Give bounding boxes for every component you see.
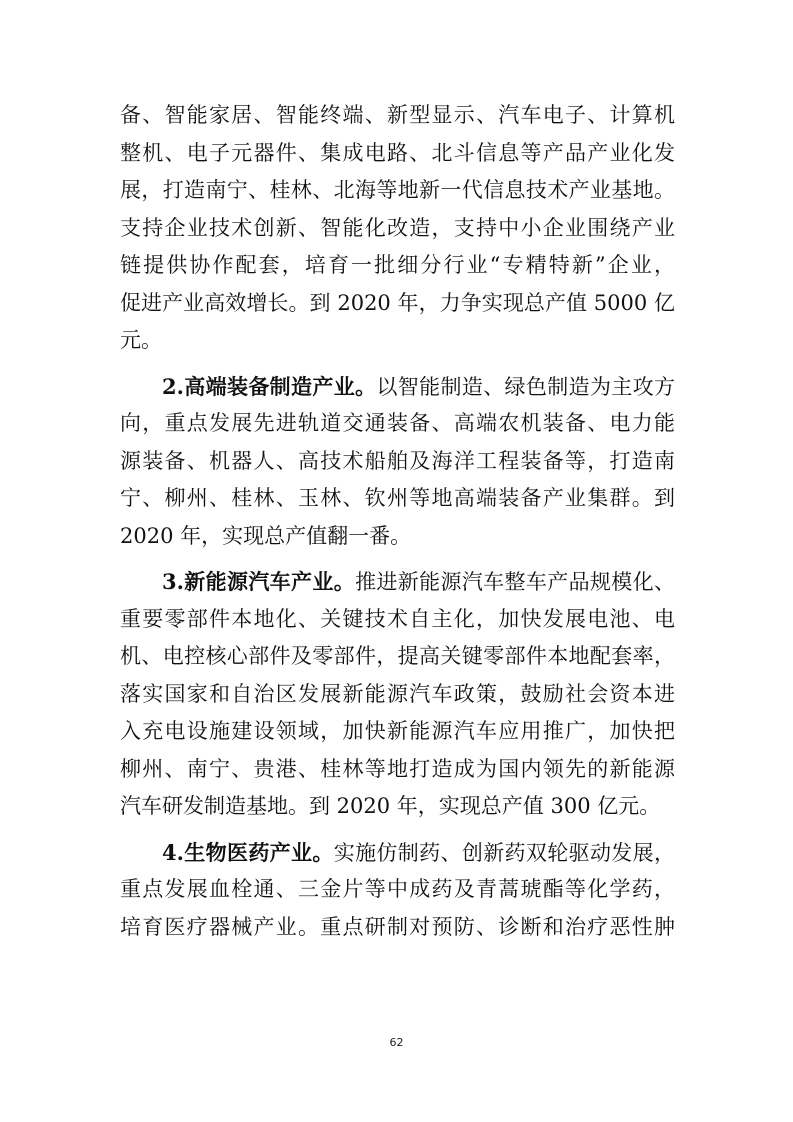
section-heading: 3.新能源汽车产业。 xyxy=(162,569,356,594)
text-line xyxy=(120,368,675,406)
text-line: 备、智能家居、智能终端、新型显示、汽车电子、计算机 xyxy=(120,103,675,127)
paragraph-3 xyxy=(120,563,675,826)
text-line: 促进产业高效增长。到 2020 年，力争实现总产值 5000 亿 xyxy=(120,290,675,315)
page-number: 62 xyxy=(389,1036,404,1049)
document-body xyxy=(120,97,675,946)
paragraph-2 xyxy=(120,368,675,556)
section-heading: 4.生物医药产业。 xyxy=(162,839,334,865)
text-line: 整机、电子元器件、集成电路、北斗信息等产品产业化发 xyxy=(120,140,675,165)
text-line xyxy=(120,563,675,601)
text-run: 推进新能源汽车整车产品规模化、 xyxy=(355,570,675,594)
text-line: 展，打造南宁、桂林、北海等地新一代信息技术产业基地。 xyxy=(120,178,675,202)
text-line: 元。 xyxy=(120,328,162,352)
text-line: 培育医疗器械产业。重点研制对预防、诊断和治疗恶性肿 xyxy=(120,914,675,939)
text-line: 向，重点发展先进轨道交通装备、高端农机装备、电力能 xyxy=(120,411,675,435)
text-line: 机、电控核心部件及零部件，提高关键零部件本地配套率， xyxy=(120,644,675,668)
paragraph-1 xyxy=(120,97,675,360)
text-line: 支持企业技术创新、智能化改造，支持中小企业围绕产业 xyxy=(120,215,675,240)
text-line: 2020 年，实现总产值翻一番。 xyxy=(120,523,412,548)
text-line: 柳州、南宁、贵港、桂林等地打造成为国内领先的新能源 xyxy=(120,756,675,781)
text-line: 重点发展血栓通、三金片等中成药及青蒿琥酯等化学药， xyxy=(120,877,675,901)
paragraph-4 xyxy=(120,834,675,947)
text-line xyxy=(120,834,675,872)
text-line: 落实国家和自治区发展新能源汽车政策，鼓励社会资本进 xyxy=(120,681,675,706)
text-line: 汽车研发制造基地。到 2020 年，实现总产值 300 亿元。 xyxy=(120,794,661,818)
text-line: 入充电设施建设领域，加快新能源汽车应用推广，加快把 xyxy=(120,719,675,743)
text-line: 重要零部件本地化、关键技术自主化，加快发展电池、电 xyxy=(120,606,675,631)
text-run: 实施仿制药、创新药双轮驱动发展， xyxy=(333,840,675,865)
text-line: 源装备、机器人、高技术船舶及海洋工程装备等，打造南 xyxy=(120,448,675,473)
text-line: 宁、柳州、桂林、玉林、钦州等地高端装备产业集群。到 xyxy=(120,486,675,510)
text-line: 链提供协作配套，培育一批细分行业“专精特新”企业， xyxy=(120,253,675,277)
section-heading: 2.高端装备制造产业。 xyxy=(162,373,377,399)
text-run: 以智能制造、绿色制造为主攻方 xyxy=(376,374,675,399)
